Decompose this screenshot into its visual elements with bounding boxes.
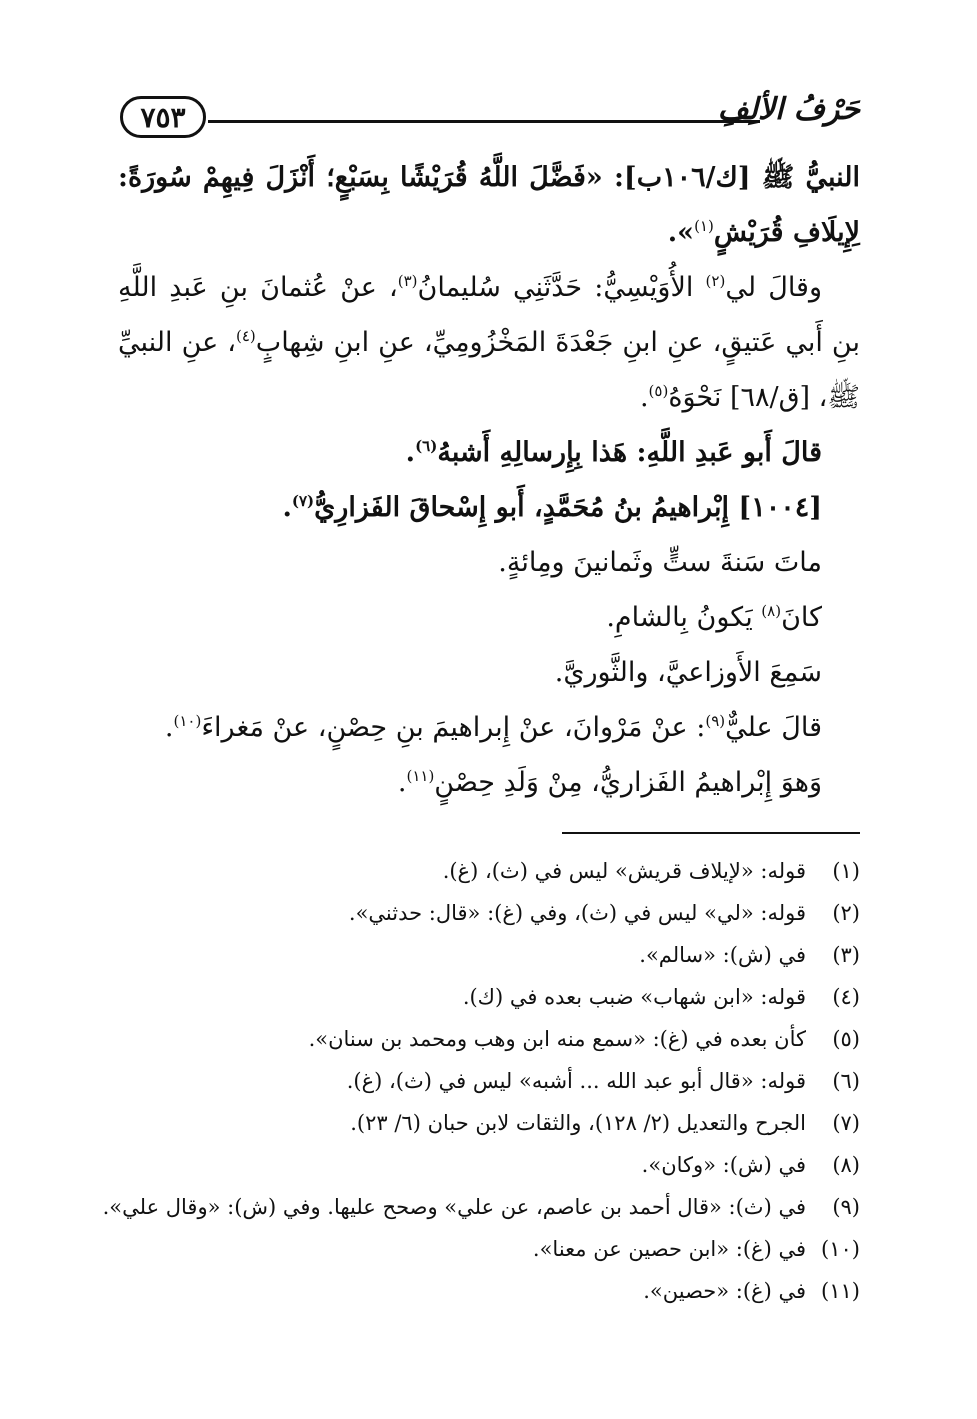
footnote-ref: (٧): [291, 492, 315, 510]
footnote-number: (٤): [832, 985, 860, 1009]
footnote-ref: (٣): [397, 272, 418, 290]
footnote-number: (٦): [832, 1069, 860, 1093]
hadith-text-end: ».: [667, 217, 695, 248]
header-rule: [208, 120, 760, 123]
footnote-ref: (٨): [761, 602, 782, 620]
text-segment: الأُوَيْسِيُّ: حَدَّثَنِي سُليمانُ: [417, 272, 706, 303]
footnote-text: قوله: «قال أبو عبد الله ... أشبه» ليس في (ث)، (غ).: [346, 1069, 806, 1093]
text-segment: : عنْ مَرْوانَ، عنْ إِبراهيمَ بنِ حِصْنٍ، عنْ مَغراءَ: [201, 712, 706, 743]
footnote-ref: (١): [694, 217, 714, 235]
footnote: [150, 1102, 860, 1144]
footnote-number: (٣): [832, 943, 860, 967]
footnote-number: (٩): [832, 1195, 860, 1219]
footnote-text: في (ش): «سالم».: [639, 943, 806, 967]
footnote-separator: [562, 832, 860, 834]
entry-line: [118, 700, 860, 755]
footnote-text: قوله: «لي» ليس في (ث)، وفي (غ): «قال: حدثني».: [348, 901, 806, 925]
text-segment: ، عنِ النبيِّ ﷺ، [ق/٦٨] نَحْوَهُ: [118, 327, 860, 413]
entry-heading: [118, 480, 860, 535]
running-head: حَرْفُ الألِفِ: [717, 92, 860, 127]
footnote-text: في (ث): «قال أحمد بن عاصم، عن علي» وصحح عليها. وفي (ش): «وقال علي».: [102, 1195, 806, 1219]
footnote-text: في (غ): «حصين».: [643, 1279, 806, 1303]
footnote-number: (٨): [832, 1153, 860, 1177]
text-segment: يَكونُ بِالشامِ.: [606, 602, 762, 633]
footnote-number: (١١): [821, 1279, 860, 1303]
footnote-number: (٥): [832, 1027, 860, 1051]
paragraph-1: [118, 150, 860, 260]
footnote-text: في (غ): «ابن حصين عن معنا».: [532, 1237, 806, 1261]
author-comment: [118, 425, 860, 480]
footnote-number: (١): [832, 859, 860, 883]
text-segment: قالَ أَبو عَبدِ اللَّهِ: هَذا بِإِرسالِهِ أَشبهُ: [437, 437, 822, 468]
footnotes: [102, 850, 860, 1312]
footnote: [102, 1186, 860, 1228]
footnote: [150, 1228, 860, 1270]
text-segment: ، عنْ عُثمانَ بنِ عَبدِ اللَّهِ بنِ أَبي عَتيقٍ، عنِ ابنِ جَعْدَةَ المَخْزُومِيِّ، عنِ ابنِ شِهابٍ: [118, 272, 860, 358]
footnote-text: قوله: «ابن شهاب» ضبب بعده في (ك).: [462, 985, 806, 1009]
text-segment: .: [639, 382, 649, 413]
footnote: [150, 850, 860, 892]
footnote-text: في (ش): «وكان».: [641, 1153, 806, 1177]
footnote: [150, 1018, 860, 1060]
footnote: [150, 1060, 860, 1102]
text-segment: وقالَ لي: [725, 272, 822, 303]
main-text: [118, 150, 860, 810]
footnote-ref: (١١): [406, 767, 435, 785]
text-segment: وَهوَ إِبْراهيمُ الفَزاريُّ، مِنْ وَلَدِ حِصْنٍ: [434, 767, 822, 798]
paragraph-2: [118, 260, 860, 425]
footnote-ref: (١٠): [173, 712, 202, 730]
text-segment: .: [397, 767, 407, 798]
page-header: [120, 92, 860, 148]
footnote: [150, 1144, 860, 1186]
text-segment: [١٠٠٤] إِبْراهيمُ بنُ مُحَمَّدٍ، أَبو إِسْحاقَ الفَزارِيُّ: [314, 492, 822, 523]
footnote-ref: (٥): [648, 382, 669, 400]
text-segment: .: [164, 712, 174, 743]
footnote-number: (١٠): [821, 1237, 860, 1261]
text-segment: قالَ عليٌّ: [725, 712, 822, 743]
footnote-ref: (٤): [236, 327, 256, 345]
page-number: ٧٥٣: [120, 96, 206, 138]
entry-line: ماتَ سَنةَ ستٍّ وثَمانينَ ومِائةٍ.: [498, 547, 822, 578]
hadith-text: النبيُّ ﷺ [ك/١٠٦ب]: «فَضَّلَ اللَّهُ قُرَيْشًا بِسَبْعٍ؛ أَنْزَلَ فِيهِمْ سُورَةً: لِإِيلَافِ قُرَيْشٍ: [118, 162, 860, 248]
entry-line: [118, 590, 860, 645]
footnote: [150, 1270, 860, 1312]
footnote-text: قوله: «لإيلاف قريش» ليس في (ث)، (غ).: [442, 859, 806, 883]
footnote-text: الجرح والتعديل (٢/ ١٢٨)، والثقات لابن حبان (٦/ ٢٣).: [350, 1111, 806, 1135]
footnote-ref: (٢): [705, 272, 726, 290]
entry-line: [118, 755, 860, 810]
text-segment: .: [282, 492, 292, 523]
entry-line: سَمِعَ الأَوزاعيَّ، والثَّوريَّ.: [554, 657, 822, 688]
footnote: [150, 892, 860, 934]
footnote-number: (٢): [832, 901, 860, 925]
footnote-number: (٧): [832, 1111, 860, 1135]
footnote-ref: (٩): [705, 712, 726, 730]
text-segment: .: [405, 437, 416, 468]
footnote-text: كأن بعده في (غ): «سمع منه ابن وهب ومحمد بن سنان».: [308, 1027, 806, 1051]
text-segment: كانَ: [781, 602, 822, 633]
footnote: [150, 976, 860, 1018]
footnote: [150, 934, 860, 976]
footnote-ref: (٦): [415, 437, 438, 455]
